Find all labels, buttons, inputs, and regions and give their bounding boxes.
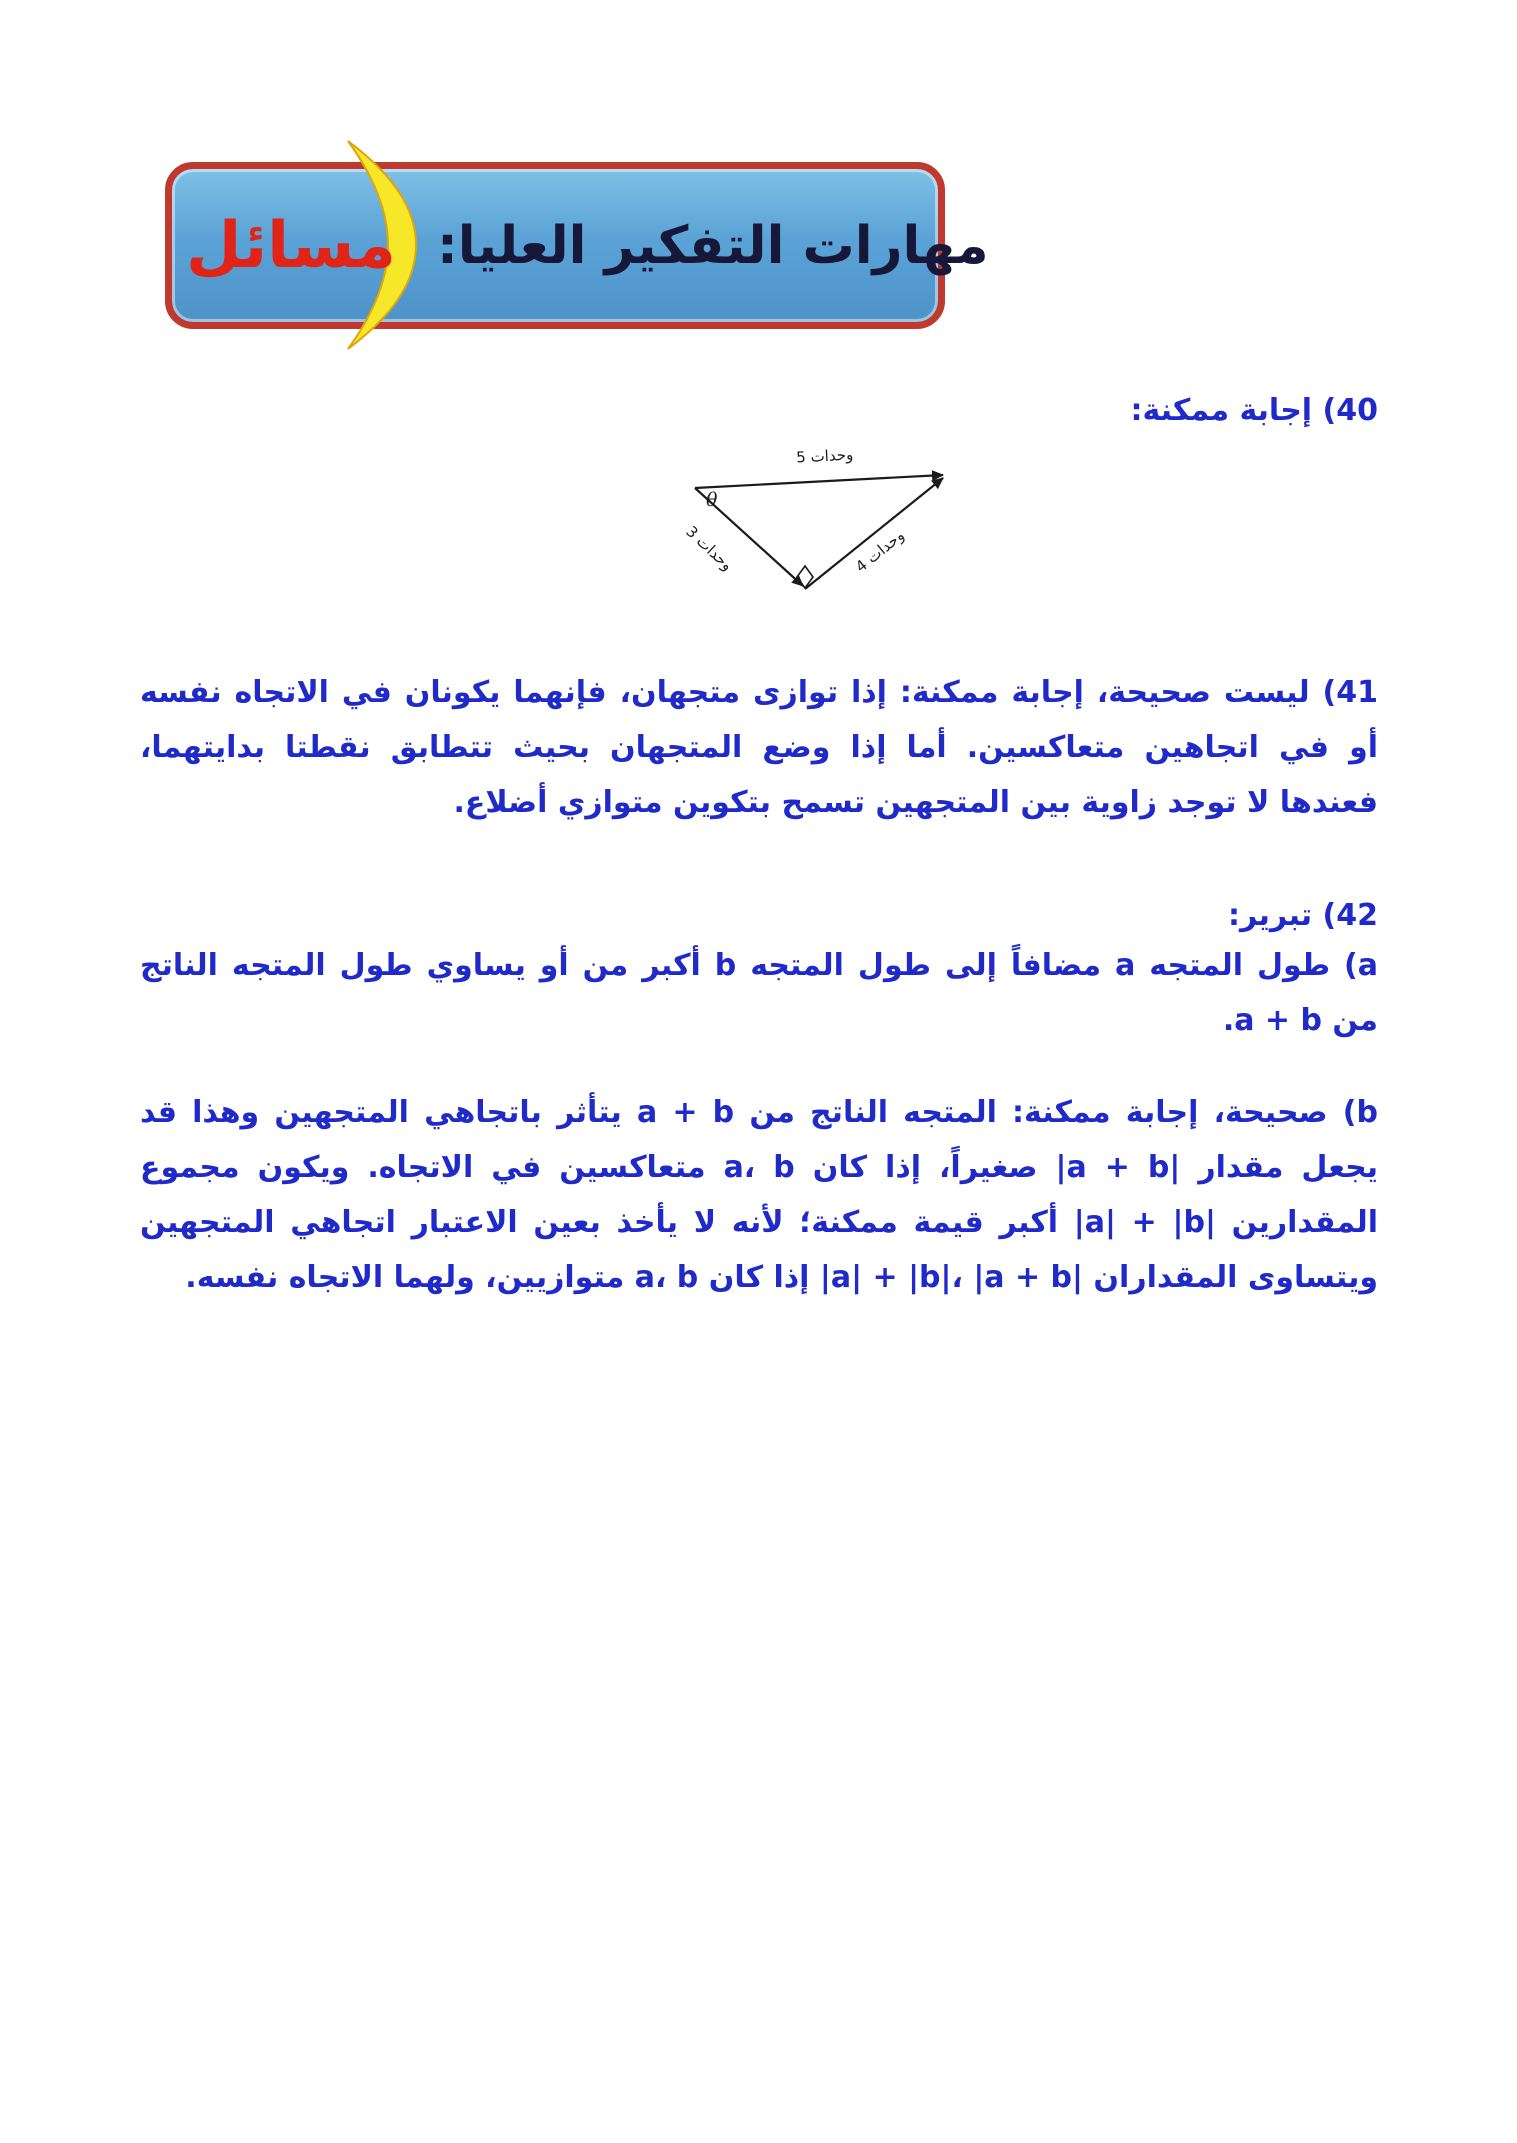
vector-triangle-diagram bbox=[640, 436, 970, 621]
q42-heading: 42) تبرير: bbox=[1227, 898, 1378, 933]
diagram-svg bbox=[640, 436, 970, 621]
banner-badge-word: مسائل bbox=[186, 208, 396, 283]
q42-part-a: a) طول المتجه a مضافاً إلى طول المتجه b أكبر من أو يساوي طول المتجه الناتج من a + b. bbox=[140, 948, 1378, 1038]
label-4-units: 4 وحدات bbox=[852, 526, 908, 577]
banner-title: مهارات التفكير العليا: bbox=[437, 215, 989, 276]
label-3-units: 3 وحدات bbox=[682, 522, 737, 575]
label-5-units: 5 وحدات bbox=[795, 445, 854, 467]
banner-badge bbox=[172, 169, 427, 322]
vector-5-units bbox=[695, 475, 943, 488]
q41-paragraph: 41) ليست صحيحة، إجابة ممكنة: إذا توازى متجهان، فإنهما يكونان في الاتجاه نفسه أو في اتجاهين متعاكسين. أما إذا وضع المتجهان بحيث تتطابق نقطتا بدايتهما، فعندها لا توجد زاوية بين المتجهين تسمح بتكوين متوازي أضلاع. bbox=[140, 675, 1378, 820]
theta-label: θ bbox=[706, 489, 718, 511]
vector-4-units bbox=[805, 478, 943, 589]
q40-heading: 40) إجابة ممكنة: bbox=[1130, 393, 1378, 428]
header-banner bbox=[165, 162, 989, 329]
q42-part-b: b) صحيحة، إجابة ممكنة: المتجه الناتج من a + b يتأثر باتجاهي المتجهين وهذا قد يجعل مقدار |a + b| صغيراً، إذا كان a، b متعاكسين في الاتجاه. ويكون مجموع المقدارين |a| + |b| أكبر قيمة ممكنة؛ لأنه لا يأخذ بعين الاعتبار اتجاهي المتجهين ويتساوى المقداران |a| + |b|، |a + b| إذا كان a، b متوازيين، ولهما الاتجاه نفسه. bbox=[140, 1095, 1379, 1295]
